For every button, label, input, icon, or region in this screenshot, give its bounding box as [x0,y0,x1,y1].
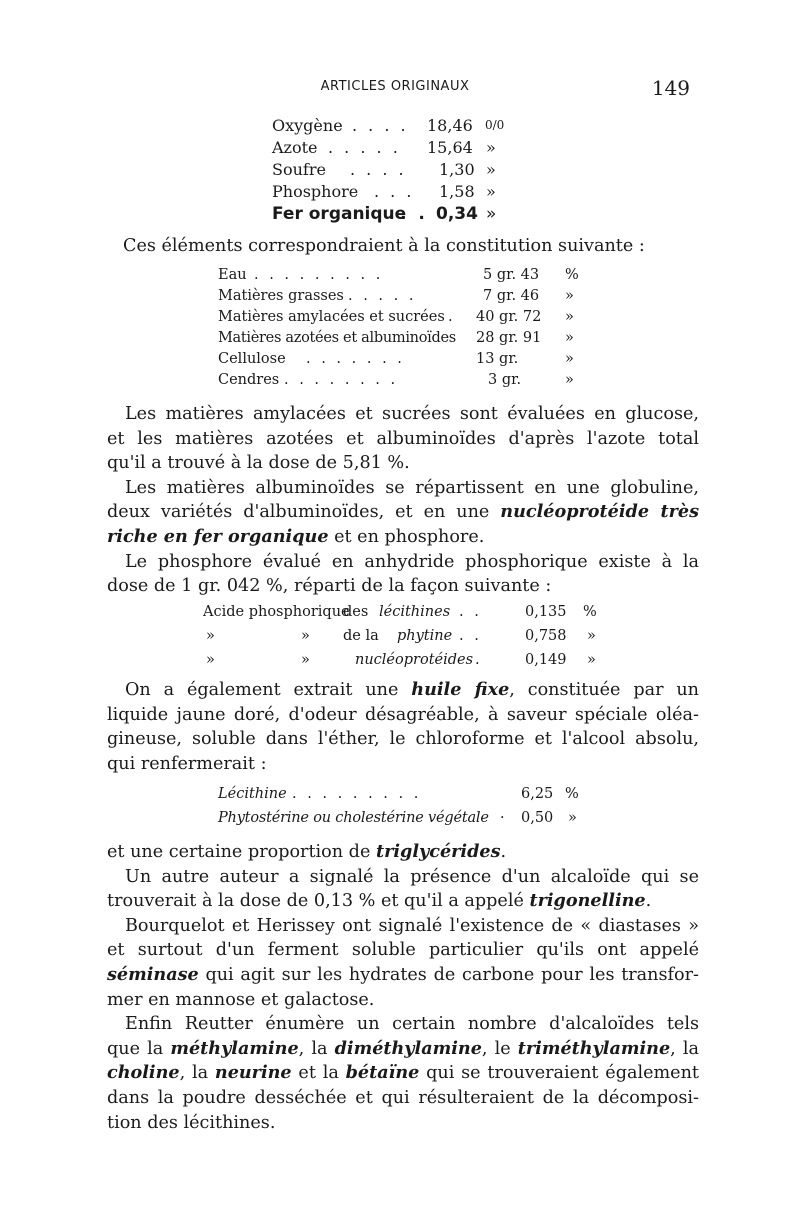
text-run: deux variétés d'albuminoïdes, et en une [107,502,501,523]
paragraph [123,234,693,259]
row-unit: » [486,204,497,224]
text-run: On a également extrait une [125,680,412,700]
text-line: gineuse, soluble dans l'éther, le chloroforme et l'alcool absolu, [107,729,699,750]
row-unit: % [565,786,579,802]
leader-dots: . . [400,204,428,224]
row-unit: » [587,652,596,668]
leader-dots: · [500,810,508,826]
running-header [100,76,690,100]
row-label: lécithines [379,604,451,620]
paragraph [107,678,699,776]
text-line: mer en mannose et galactose. [107,989,375,1010]
text-run: , la [298,1038,335,1059]
leader-dots: . . [459,628,482,644]
row-label: Soufre [272,160,326,179]
emphasis: diméthylamine [334,1037,482,1059]
text-run: et en phosphore. [328,526,485,547]
text-run: , le [481,1038,518,1059]
row-label: » [301,652,310,668]
row-unit: » [565,330,574,346]
running-title: ARTICLES ORIGINAUX [320,79,470,94]
emphasis: huile fixe [411,679,510,700]
row-label: Lécithine [218,786,287,802]
text-run: , la [670,1038,699,1059]
row-value: 1,30 [439,160,475,179]
row-unit: » [565,372,574,388]
row-unit: » [565,351,574,367]
row-label: » [301,628,310,644]
row-unit: » [565,288,574,304]
row-value: 7 gr. 46 [483,288,540,304]
leader-dots: . . . . [352,116,409,135]
leader-dots: . . . . . . . . [284,372,399,388]
leader-dots: . [448,309,456,325]
row-label: Fer organique [272,204,407,224]
leader-dots: . . . . . . . [306,351,405,367]
text-line: qu'il a trouvé à la dose de 5,81 %. [107,453,410,474]
emphasis: méthylamine [170,1037,299,1059]
text-line [107,1061,699,1086]
leader-dots: . . . . . . . . . [292,786,422,802]
text-line: tion des lécithines. [107,1112,276,1133]
text-line [107,889,699,914]
row-label: de la [343,628,379,644]
page-number: 149 [651,76,690,100]
row-label: des [343,604,369,620]
emphasis: trigonelline [529,890,646,912]
text-line: qui renfermerait : [107,753,267,774]
leader-dots: . . . . [350,160,407,179]
text-run: , la [179,1063,215,1084]
text-line: Bourquelot et Herissey ont signalé l'existence de « diastases » [125,915,699,936]
text-line: et surtout d'un ferment soluble particulier qu'ils ont appelé [107,940,699,961]
leader-dots: . [475,652,483,668]
row-unit: % [565,267,579,283]
leader-dots: . . . . . [328,138,401,157]
text-run: qui se trouveraient également [419,1063,699,1084]
text-run: . [500,842,507,862]
text-run: que la [107,1038,171,1059]
text-run: et la [291,1063,346,1084]
row-unit: » [486,160,496,179]
row-unit: 0/0 [485,118,505,132]
text-run: et une certaine proportion de [107,842,376,862]
row-unit: % [583,604,597,620]
row-value: 3 gr. [488,372,522,388]
emphasis: bétaïne [345,1062,420,1084]
text-line: et les matières azotées et albuminoïdes d'après l'azote total [107,428,699,449]
leader-dots: . . . [374,182,415,201]
emphasis: choline [107,1062,180,1084]
row-label: Phytostérine ou cholestérine végétale [218,810,489,826]
row-label: Matières azotées et albuminoïdes [218,330,456,346]
row-value: 0,135 [525,604,567,620]
row-unit: » [568,810,577,826]
text-run: trouverait à la dose de 0,13 % et qu'il a appelé [107,891,530,912]
row-value: 28 gr. 91 [476,330,542,346]
emphasis: triméthylamine [517,1037,671,1059]
row-label: Cendres [218,372,280,388]
paragraph [107,840,699,1135]
row-unit: » [565,309,574,325]
text-line: liquide jaune doré, d'odeur désagréable, à saveur spéciale oléa- [107,704,699,725]
text-line: Enfin Reutter énumère un certain nombre d'alcaloïdes tels [125,1014,699,1035]
leader-dots: . . [459,604,482,620]
text-line: dans la poudre desséchée et qui résulteraient de la décomposi- [107,1087,699,1108]
row-label: phytine [397,628,453,644]
text-line [107,525,699,550]
text-line: Les matières amylacées et sucrées sont évaluées en glucose, [125,404,699,424]
emphasis: triglycérides [375,841,501,862]
text-line: Ces éléments correspondraient à la constitution suivante : [123,236,645,256]
row-label: Phosphore [272,182,359,201]
row-label: Oxygène [272,116,343,135]
leader-dots: . . . . . [348,288,417,304]
row-value: 0,758 [525,628,567,644]
text-line [107,840,699,865]
row-value: 5 gr. 43 [483,267,540,283]
row-value: 40 gr. 72 [476,309,542,325]
text-line: dose de 1 gr. 042 %, réparti de la façon suivante : [107,576,552,597]
text-line [107,500,699,525]
row-value: 0,149 [525,652,567,668]
text-line [107,678,699,703]
row-label: nucléoprotéides [355,652,474,668]
paragraph [107,402,699,599]
text-run: qui agit sur les hydrates de carbone pour les transfor- [198,964,699,985]
row-label: Cellulose [218,351,286,367]
row-value: 0,50 [521,810,554,826]
row-label: Azote [272,138,318,157]
emphasis: riche en fer organique [107,525,329,547]
emphasis: neurine [214,1062,292,1084]
row-value: 15,64 [427,138,473,157]
row-value: 13 gr. [476,351,519,367]
text-line: Les matières albuminoïdes se répartissent en une globuline, [125,477,699,498]
emphasis: nucléoprotéide très [500,501,699,523]
text-line: Le phosphore évalué en anhydride phosphorique existe à la [125,551,699,572]
row-unit: » [587,628,596,644]
row-label: Acide phosphorique [203,604,350,620]
row-value: 1,58 [439,182,475,201]
row-value: 18,46 [427,116,473,135]
row-label: » [206,628,215,644]
text-line [107,963,699,988]
row-value: 6,25 [521,786,554,802]
emphasis: séminase [107,963,199,985]
row-value: 0,34 [436,204,478,224]
row-unit: » [486,182,496,201]
row-unit: » [486,138,496,157]
text-line: Un autre auteur a signalé la présence d'un alcaloïde qui se [125,866,699,887]
row-label: » [206,652,215,668]
row-label: Eau [218,267,247,283]
leader-dots: . . . . . . . . . [254,267,384,283]
text-run: , constituée par un [509,680,699,700]
row-label: Matières grasses [218,288,344,304]
row-label: Matières amylacées et sucrées [218,309,445,325]
text-line [107,1037,699,1062]
text-run: . [645,891,652,912]
